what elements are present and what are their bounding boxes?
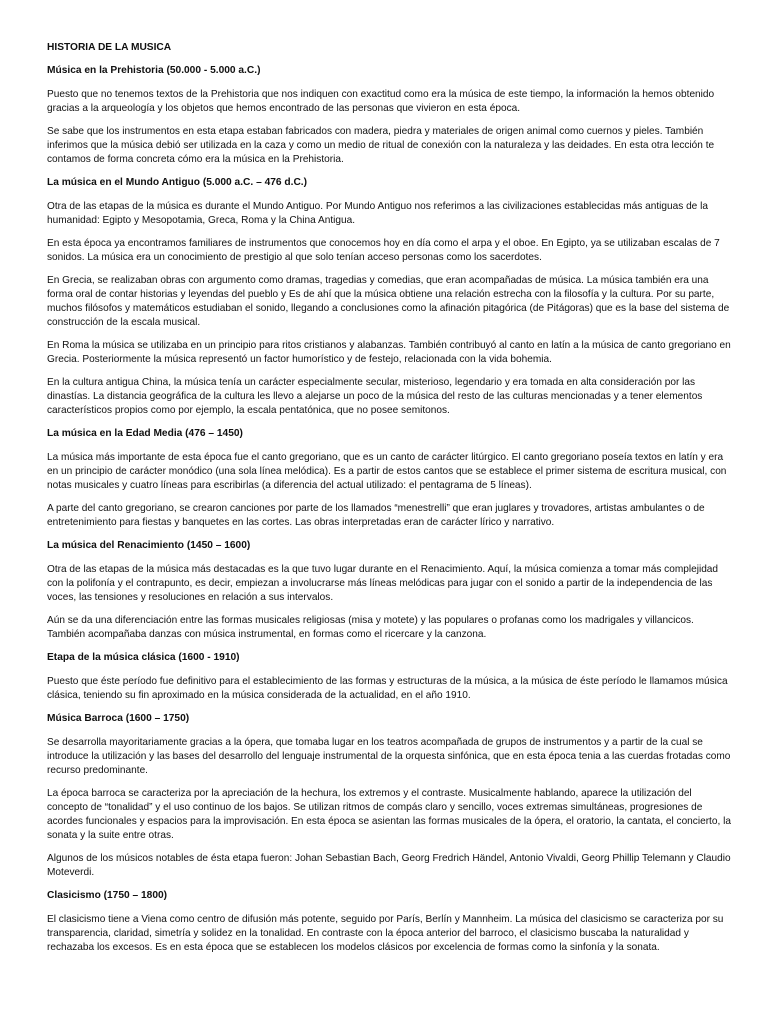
section-musica-clasica <box>47 651 731 703</box>
paragraph: En Grecia, se realizaban obras con argumento como dramas, tragedias y comedias, que eran acompañadas de música. La música también era una forma oral de contar historias y leyendas del pueblo y Es de ahí que la música obtiene una relación estrecha con la filosofía y la cultura. Por su parte, muchos filósofos y matemáticos estudiaban el sonido, llegando a conclusiones como la afinación pitagórica (de Pitágoras) que es la base del sistema de construcción de la escala musical. <box>47 275 730 328</box>
paragraph: La época barroca se caracteriza por la apreciación de la hechura, los extremos y el contraste. Musicalmente hablando, aparece la utilización del concepto de “tonalidad” y el uso continuo de los bajos. Se utilizan ritmos de compás claro y sencillo, voces extremas simultáneas, progresiones de acordes funcionales y espacios para la improvisación. En esta época se asientan las formas musicales de la ópera, el oratorio, la cantata, el concierto, la sonata y la suite entre otras. <box>47 788 731 841</box>
section-heading: La música del Renacimiento (1450 – 1600) <box>47 540 251 551</box>
paragraph: Algunos de los músicos notables de ésta etapa fueron: Johan Sebastian Bach, Georg Fredrich Händel, Antonio Vivaldi, Georg Phillip Telemann y Claudio Moteverdi. <box>47 853 731 878</box>
paragraph: En la cultura antigua China, la música tenía un carácter especialmente secular, misterioso, legendario y era tomada en alta consideración por las dinastías. La distancia geográfica de la cultura les llevo a alejarse un poco de la música del resto de las culturas mencionadas y a tener elementos característicos propios como por ejemplo, la escala pentatónica, que no posee semitonos. <box>47 377 703 416</box>
section-prehistoria <box>47 64 731 167</box>
paragraph: En Roma la música se utilizaba en un principio para ritos cristianos y alabanzas. También contribuyó al canto en latín a la música de canto gregoriano en Grecia. Posteriormente la música representó un factor humorístico y de festejo, relacionada con la vida bohemia. <box>47 340 731 365</box>
paragraph: Otra de las etapas de la música más destacadas es la que tuvo lugar durante en el Renacimiento. Aquí, la música comienza a tomar más complejidad con la polifonía y el contrapunto, es decir, empiezan a involucrarse más líneas melódicas para jugar con el sonido a partir de la independencia de las voces, las tensiones y resoluciones en relación a sus intervalos. <box>47 564 719 603</box>
paragraph: Se desarrolla mayoritariamente gracias a la ópera, que tomaba lugar en los teatros acompañada de grupos de instrumentos y a partir de la cual se introduce la utilización y las bases del desarrollo del lenguaje instrumental de la orquesta sinfónica, que en esta época tenia a las cuerdas frotadas como recurso predominante. <box>47 737 731 776</box>
document-title: HISTORIA DE LA MUSICA <box>47 42 172 53</box>
paragraph: Puesto que no tenemos textos de la Prehistoria que nos indiquen con exactitud como era la música de este tiempo, la información la hemos obtenido gracias a la arqueología y los objetos que hemos encontrado de las personas que vivieron en esta época. <box>47 89 715 114</box>
section-heading: Etapa de la música clásica (1600 - 1910) <box>47 652 240 663</box>
section-renacimiento <box>47 539 731 642</box>
section-clasicismo <box>47 889 731 955</box>
paragraph: La música más importante de esta época fue el canto gregoriano, que es un canto de carácter litúrgico. El canto gregoriano poseía textos en latín y era en un principio de carácter monódico (una sola línea melódica). Es a partir de estos cantos que se establece el primer sistema de escritura musical, con notas musicales y cuatro líneas para escribirlas (a diferencia del actual utilizado: el pentagrama de 5 líneas). <box>47 452 727 491</box>
section-heading: La música en la Edad Media (476 – 1450) <box>47 428 243 439</box>
section-edad-media <box>47 427 731 530</box>
paragraph: Otra de las etapas de la música es durante el Mundo Antiguo. Por Mundo Antiguo nos referimos a las civilizaciones establecidas más antiguas de la humanidad: Egipto y Mesopotamia, Greca, Roma y la China Antigua. <box>47 201 708 226</box>
section-heading: La música en el Mundo Antiguo (5.000 a.C. – 476 d.C.) <box>47 177 308 188</box>
section-heading: Clasicismo (1750 – 1800) <box>47 890 168 901</box>
paragraph: En esta época ya encontramos familiares de instrumentos que conocemos hoy en día como el arpa y el oboe. En Egipto, ya se utilizaban escalas de 7 sonidos. La música era un conocimiento de prestigio al que solo tenían acceso personas como los sacerdotes. <box>47 238 720 263</box>
section-mundo-antiguo <box>47 176 731 418</box>
section-barroca <box>47 712 731 880</box>
paragraph: A parte del canto gregoriano, se crearon canciones por parte de los llamados “menestrelli” que eran juglares y trovadores, artistas ambulantes o de entretenimiento para fiestas y banquetes en las cortes. Las obras interpretadas eran de carácter lírico y narrativo. <box>47 503 705 528</box>
section-heading: Música Barroca (1600 – 1750) <box>47 713 190 724</box>
paragraph: Puesto que éste período fue definitivo para el establecimiento de las formas y estructuras de la música, a la música de éste período le llamamos música clásica, teniendo su fin aproximado en la música considerada de la actualidad, en el año 1910. <box>47 676 728 701</box>
paragraph: El clasicismo tiene a Viena como centro de difusión más potente, seguido por París, Berlín y Mannheim. La música del clasicismo se caracteriza por su transparencia, claridad, simetría y solidez en la tonalidad. En contraste con la época anterior del barroco, el clasicismo buscaba la naturalidad y rechazaba los excesos. Es en esta época que se establecen los modelos clásicos por excelencia de formas como la sinfonía y la sonata. <box>47 914 724 953</box>
paragraph: Aún se da una diferenciación entre las formas musicales religiosas (misa y motete) y las populares o profanas como los madrigales y villancicos. También acompañaba danzas con música instrumental, en formas como el ricercare y la canzona. <box>47 615 694 640</box>
section-heading: Música en la Prehistoria (50.000 - 5.000 a.C.) <box>47 65 261 76</box>
paragraph: Se sabe que los instrumentos en esta etapa estaban fabricados con madera, piedra y materiales de origen animal como cuernos y pieles. También inferimos que la música debió ser utilizada en la caza y como un medio de ritual de conexión con la naturaleza y las deidades. En esta otra lección te contamos de forma concreta cómo era la música en la Prehistoria. <box>47 126 715 165</box>
